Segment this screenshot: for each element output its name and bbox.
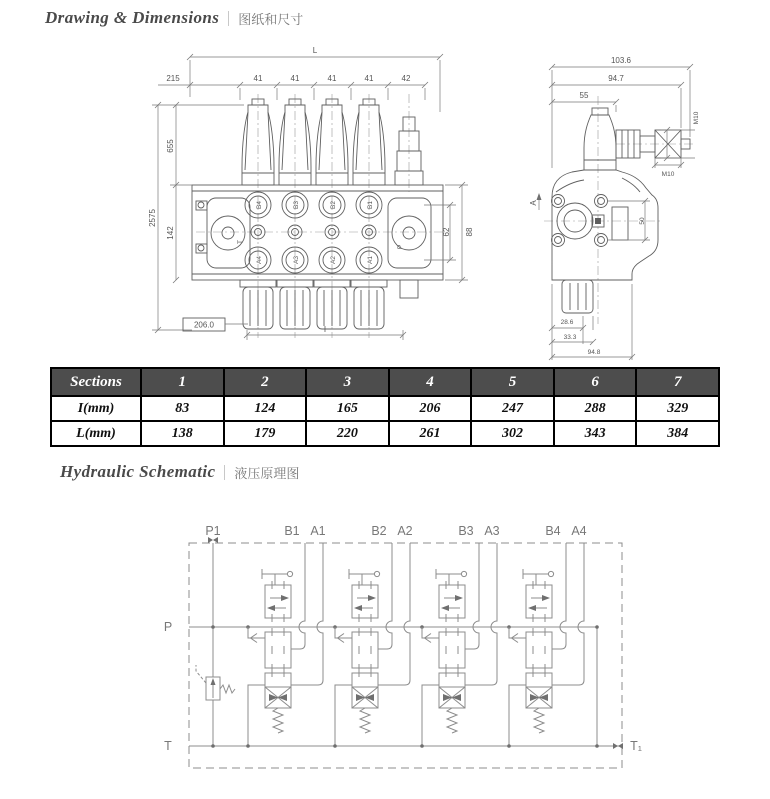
dim-215: 215: [166, 74, 180, 83]
side-dim-top: [549, 56, 693, 168]
label-a3: A3: [484, 524, 500, 538]
cell-l-4: 261: [389, 421, 472, 446]
cell-l-6: 343: [554, 421, 637, 446]
schematic-heading-zh: 液压原理图: [234, 465, 300, 481]
table-header-5: 5: [471, 368, 554, 396]
side-view: [529, 56, 700, 360]
dim-55: 55: [579, 91, 589, 100]
relief-valve-branch: [196, 537, 235, 748]
dim-41-1: 41: [253, 74, 263, 83]
table-header-3: 3: [306, 368, 389, 396]
sections-dimension-table: [50, 367, 720, 447]
heading-divider: [228, 11, 229, 26]
label-t1: T₁: [630, 739, 642, 753]
svg-text:A: A: [529, 200, 538, 206]
label-p: P: [163, 620, 173, 634]
table-header-7: 7: [636, 368, 719, 396]
table-header-row: [51, 368, 719, 396]
table-row-i: [51, 396, 719, 421]
valve-section-1: [246, 543, 323, 748]
dim-I: I: [323, 325, 327, 334]
table-header-4: 4: [389, 368, 472, 396]
port-label-t: T: [237, 240, 244, 244]
cell-l-1: 138: [141, 421, 224, 446]
port-label-b2: B2: [330, 201, 337, 209]
port-label-b1: B1: [367, 201, 374, 209]
dim-right-column: [424, 182, 474, 283]
port-label-a3: A3: [293, 256, 300, 264]
cell-i-1: 83: [141, 396, 224, 421]
cell-i-2: 124: [224, 396, 307, 421]
label-p1: P1: [205, 524, 221, 538]
dim-94-8: 94.8: [587, 349, 601, 356]
table-header-6: 6: [554, 368, 637, 396]
svg-text:L: L: [312, 46, 318, 55]
cell-l-5: 302: [471, 421, 554, 446]
dim-2575: 2575: [148, 209, 157, 227]
view-label-a: [529, 193, 542, 210]
cell-i-6: 288: [554, 396, 637, 421]
cell-l-7: 384: [636, 421, 719, 446]
label-b1: B1: [284, 524, 300, 538]
side-port-face: [552, 195, 629, 247]
port-label-b4: B4: [256, 201, 263, 209]
dim-left-column: [148, 102, 244, 333]
dim-50: 50: [639, 217, 646, 225]
valve-section-4: [507, 543, 584, 748]
port-label-b3: B3: [293, 201, 300, 209]
hydraulic-schematic-diagram: [150, 495, 770, 795]
p-port-block: [388, 198, 431, 268]
valve-section-3: [420, 543, 497, 748]
dim-655: 655: [166, 139, 175, 153]
side-dim-50: [608, 198, 650, 243]
cell-l-3: 220: [306, 421, 389, 446]
label-b2: B2: [371, 524, 387, 538]
dim-m10-h: M10: [661, 171, 675, 178]
dim-28-6: 28.6: [560, 319, 574, 326]
front-view: [148, 46, 474, 340]
schematic-heading-en: Hydraulic Schematic: [60, 462, 216, 481]
label-t: T: [164, 739, 172, 753]
port-label-a2: A2: [330, 256, 337, 264]
table-row-l: [51, 421, 719, 446]
drawing-heading-zh: 图纸和尺寸: [238, 11, 304, 27]
dim-62: 62: [442, 227, 451, 237]
side-dim-thread: [652, 111, 700, 178]
label-a4: A4: [571, 524, 587, 538]
drawing-heading-en: Drawing & Dimensions: [45, 8, 220, 27]
port-label-a4: A4: [256, 256, 263, 264]
label-b3: B3: [458, 524, 474, 538]
cell-i-3: 165: [306, 396, 389, 421]
row-label-l: L(mm): [51, 421, 141, 446]
table-header-sections: Sections: [51, 368, 141, 396]
dim-41-2: 41: [290, 74, 300, 83]
heading-divider: [224, 465, 225, 480]
valve-dimension-drawing: [0, 42, 770, 362]
dim-41-4: 41: [364, 74, 374, 83]
row-label-i: I(mm): [51, 396, 141, 421]
dim-42: 42: [401, 74, 411, 83]
label-a2: A2: [397, 524, 413, 538]
schematic-section-heading: [60, 462, 299, 482]
dim-94-7: 94.7: [608, 74, 624, 83]
dim-m10-v: M10: [693, 111, 700, 125]
dim-103-6: 103.6: [610, 56, 632, 65]
drawing-section-heading: [45, 8, 303, 28]
valve-section-2: [333, 543, 410, 748]
dim-boxed: 206.0: [193, 320, 215, 330]
dim-33-3: 33.3: [563, 334, 577, 341]
table-header-2: 2: [224, 368, 307, 396]
dim-41-3: 41: [327, 74, 337, 83]
port-label-p: P: [397, 244, 404, 250]
t-port-block: [196, 198, 250, 268]
cell-i-5: 247: [471, 396, 554, 421]
table-header-1: 1: [141, 368, 224, 396]
valve-enclosure-boundary: [189, 543, 622, 768]
port-label-a1: A1: [367, 256, 374, 264]
label-a1: A1: [310, 524, 326, 538]
dim-142: 142: [166, 226, 175, 240]
cell-l-2: 179: [224, 421, 307, 446]
t1-plug: [613, 743, 623, 749]
cell-i-4: 206: [389, 396, 472, 421]
label-b4: B4: [545, 524, 561, 538]
dim-88: 88: [465, 227, 474, 237]
dim-pitch-row: [158, 74, 428, 100]
cell-i-7: 329: [636, 396, 719, 421]
